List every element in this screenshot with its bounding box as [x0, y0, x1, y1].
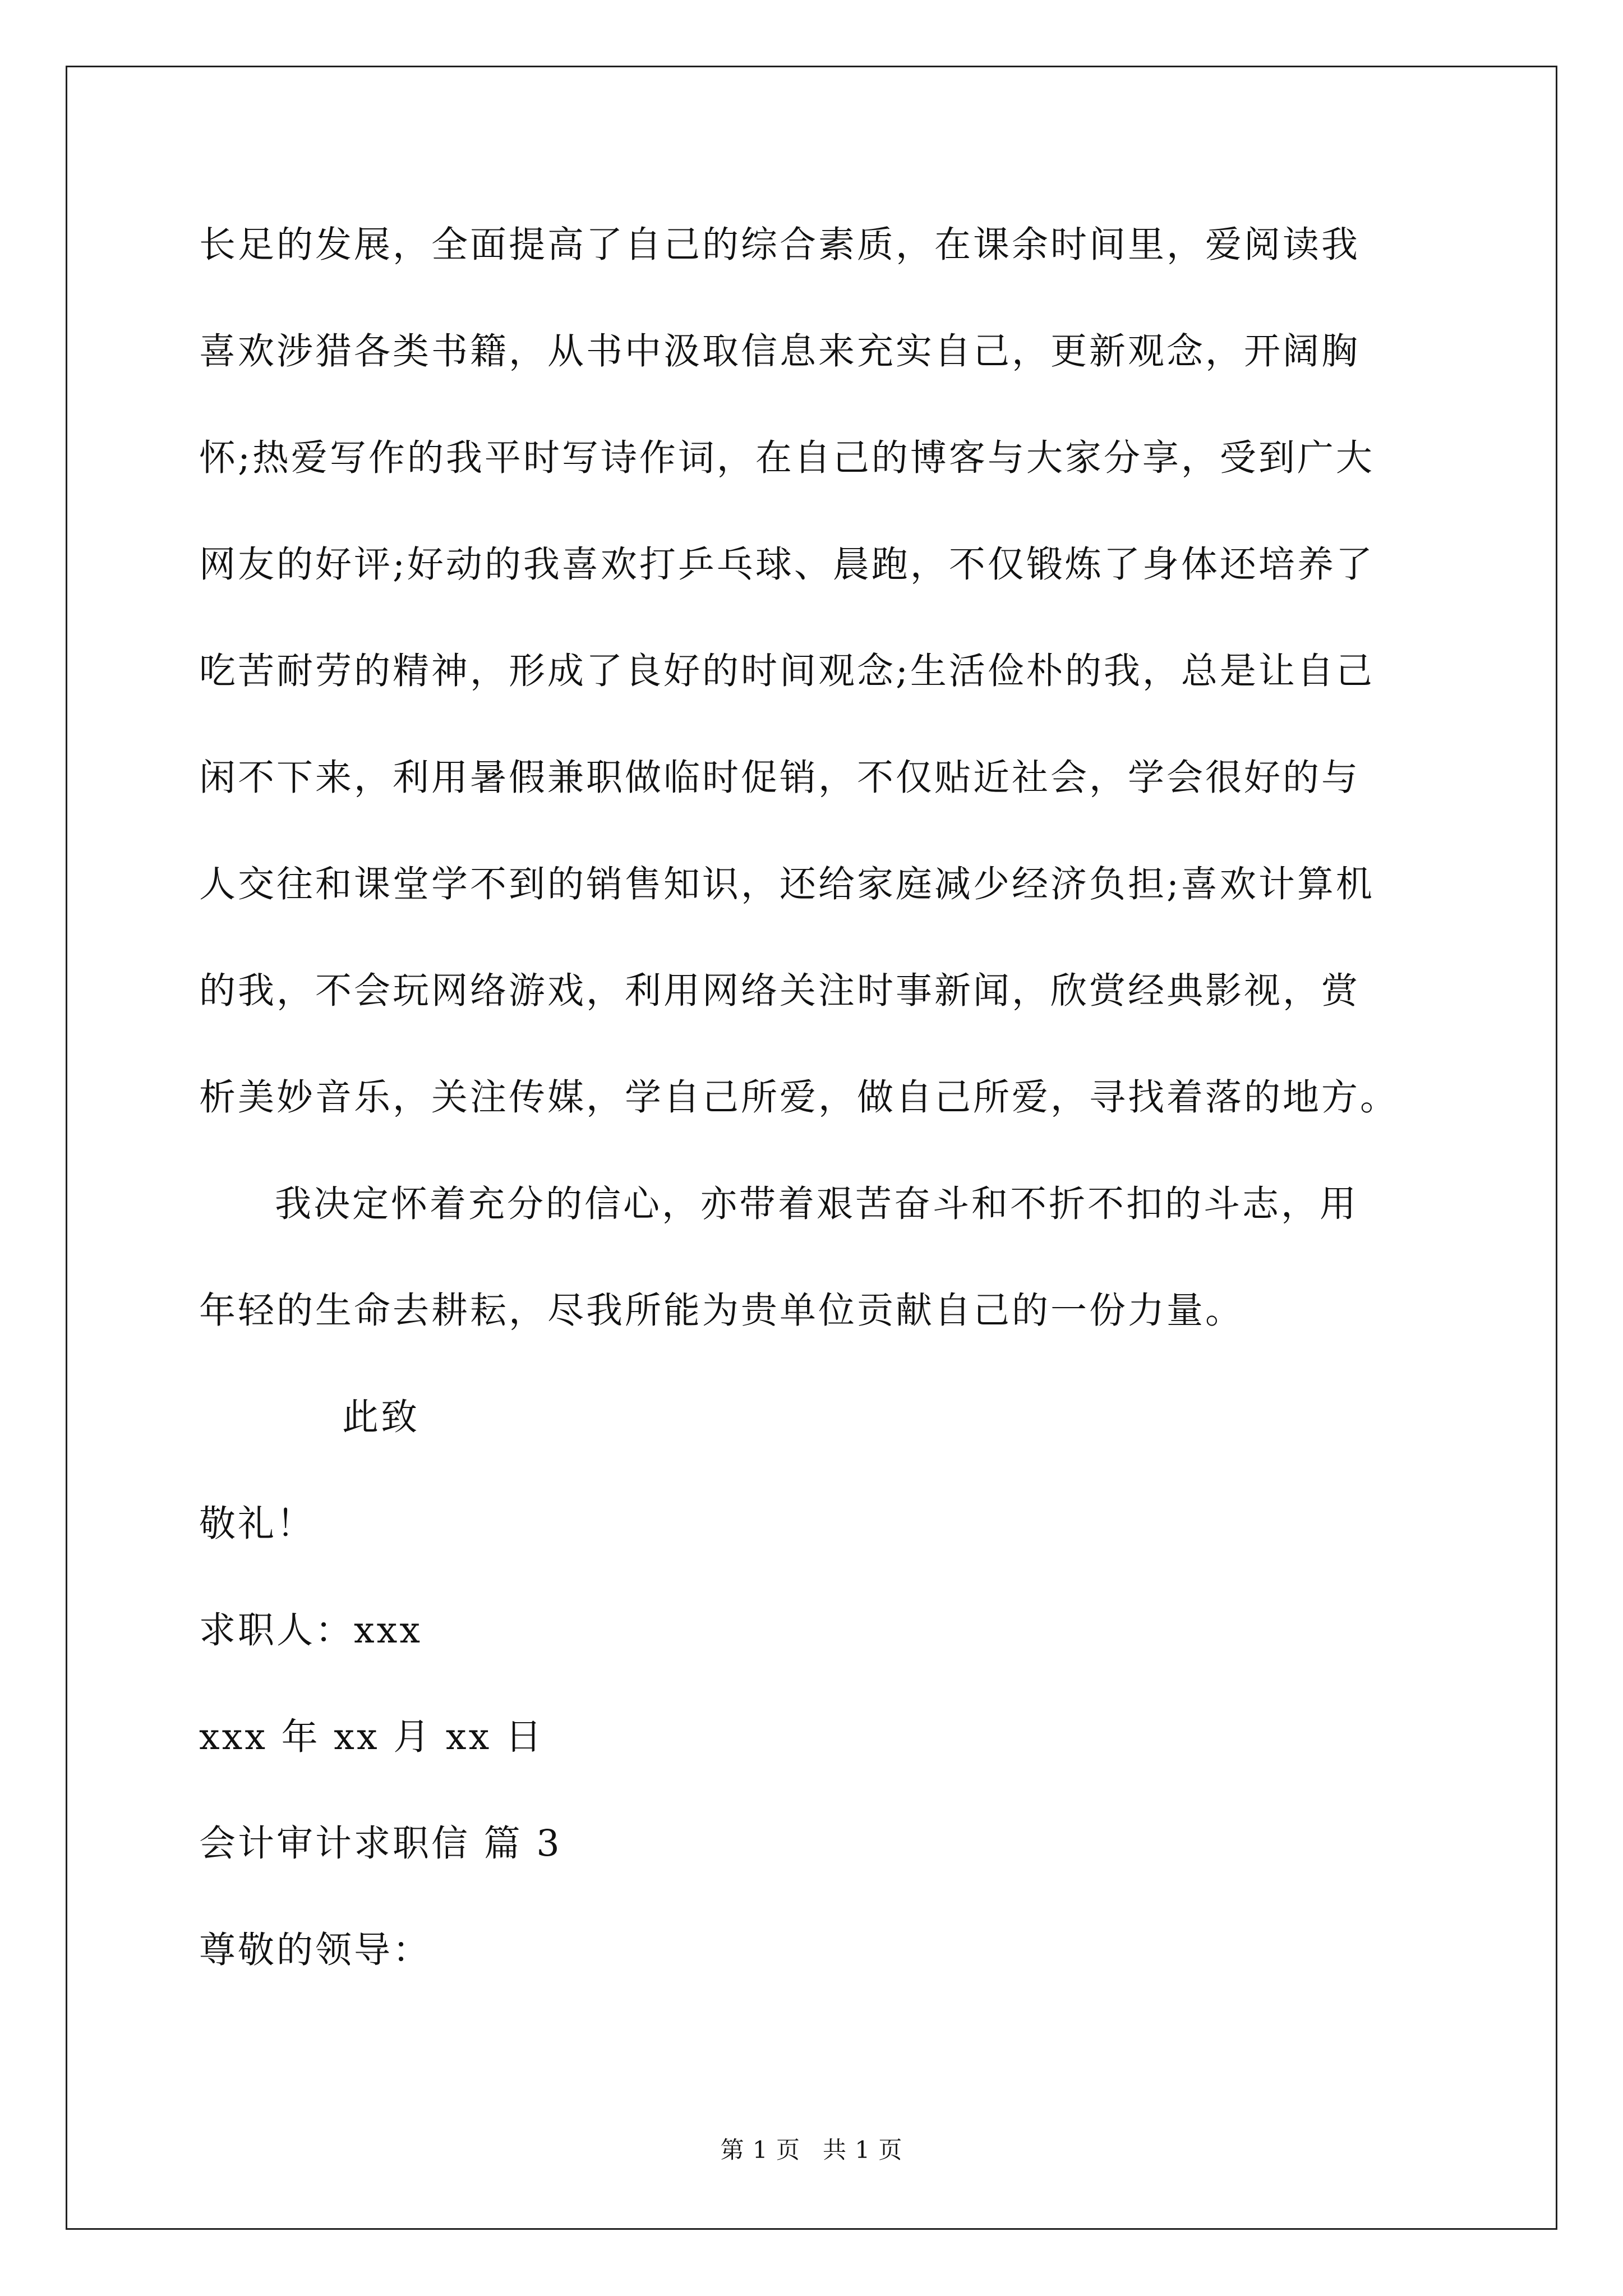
text-line: 吃苦耐劳的精神，形成了良好的时间观念;生活俭朴的我，总是让自己: [199, 650, 1375, 692]
text-line: 年轻的生命去耕耘，尽我所能为贵单位贡献自己的一份力量。: [199, 1290, 1244, 1332]
applicant-signature: 求职人：xxx: [199, 1609, 422, 1651]
section-heading: 会计审计求职信 篇 3: [199, 1823, 562, 1865]
page-number: 第 1 页: [720, 2136, 800, 2164]
text-line: 的我，不会玩网络游戏，利用网络关注时事新闻，欣赏经典影视，赏: [199, 970, 1361, 1012]
letter-date: xxx 年 xx 月 xx 日: [199, 1716, 544, 1758]
text-line: 闲不下来，利用暑假兼职做临时促销，不仅贴近社会，学会很好的与: [199, 757, 1361, 799]
text-line: 人交往和课堂学不到的销售知识，还给家庭减少经济负担;喜欢计算机: [199, 863, 1375, 905]
letter-greeting: 尊敬的领导：: [199, 1929, 432, 1971]
page-total: 共 1 页: [823, 2136, 903, 2164]
text-line: 怀;热爱写作的我平时写诗作词，在自己的博客与大家分享，受到广大: [199, 437, 1375, 479]
text-line: 析美妙音乐，关注传媒，学自己所爱，做自己所爱，寻找着落的地方。: [199, 1076, 1399, 1119]
paragraph-start-line: 我决定怀着充分的信心，亦带着艰苦奋斗和不折不扣的斗志，用: [275, 1183, 1359, 1225]
text-line: 喜欢涉猎各类书籍，从书中汲取信息来充实自己，更新观念，开阔胸: [199, 330, 1361, 372]
document-body: [199, 222, 1478, 2033]
page-footer: [0, 2132, 1623, 2165]
text-line: 网友的好评;好动的我喜欢打乒乓球、晨跑，不仅锻炼了身体还培养了: [199, 544, 1375, 586]
text-line: 长足的发展，全面提高了自己的综合素质，在课余时间里，爱阅读我: [199, 224, 1361, 266]
closing-regards: 敬礼！: [199, 1503, 316, 1545]
closing-phrase: 此致: [342, 1396, 420, 1438]
